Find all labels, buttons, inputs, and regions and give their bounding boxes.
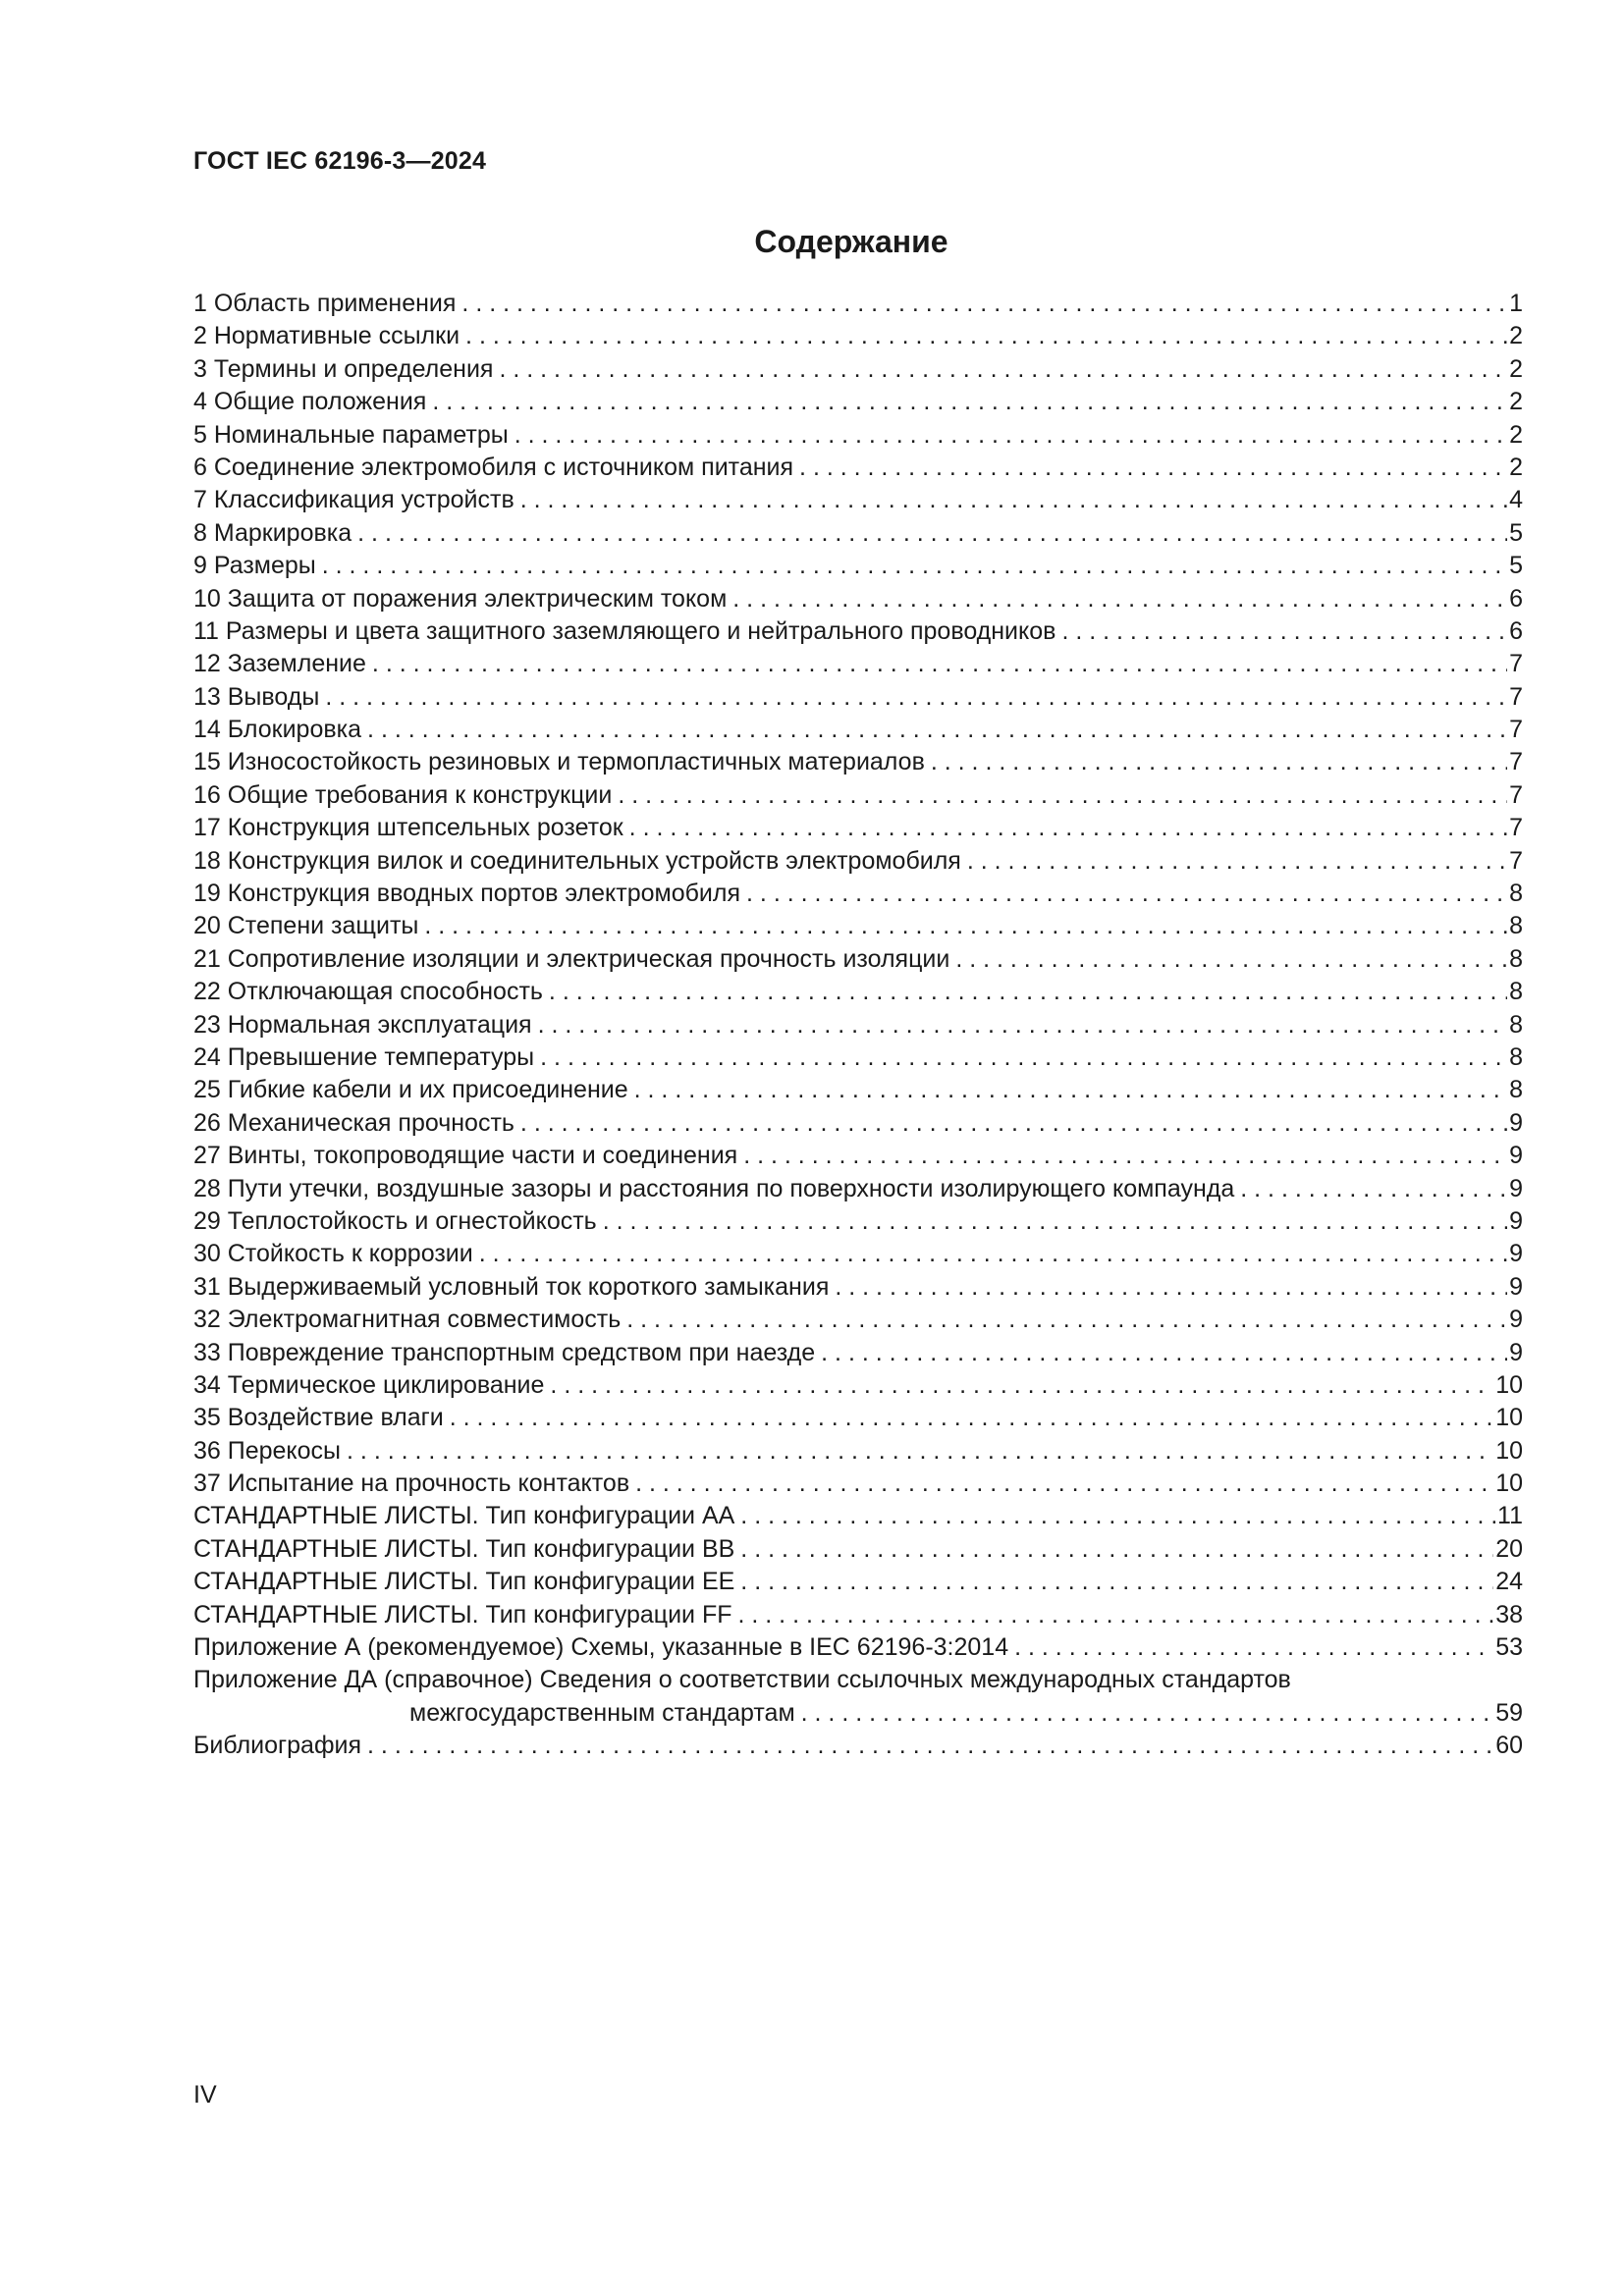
- toc-entry-page: 4: [1509, 486, 1523, 514]
- toc-entry-label: 12 Заземление: [193, 650, 366, 678]
- toc-entry-page: 11: [1497, 1502, 1523, 1530]
- toc-leader-dots: [635, 1468, 1493, 1500]
- toc-leader-dots: [520, 1107, 1507, 1140]
- toc-leader-dots: [520, 484, 1507, 516]
- toc-entry[interactable]: [193, 714, 1523, 746]
- toc-entry[interactable]: [193, 1173, 1523, 1205]
- toc-leader-dots: [799, 452, 1507, 484]
- toc-entry-page: 8: [1509, 944, 1523, 973]
- toc-entry-label: 13 Выводы: [193, 682, 320, 711]
- toc-entry-page: 7: [1509, 748, 1523, 776]
- toc-entry[interactable]: [193, 353, 1523, 386]
- toc-entry[interactable]: [193, 1566, 1523, 1598]
- toc-entry[interactable]: [193, 1337, 1523, 1369]
- toc-entry-page: 6: [1509, 616, 1523, 645]
- toc-entry-page: 53: [1495, 1633, 1523, 1662]
- toc-leader-dots: [538, 1009, 1508, 1041]
- toc-entry[interactable]: [193, 910, 1523, 942]
- toc-entry-label: 24 Превышение температуры: [193, 1042, 535, 1071]
- toc-entry-label: Библиография: [193, 1732, 362, 1760]
- toc-entry-page: 8: [1509, 1076, 1523, 1104]
- toc-entry[interactable]: [193, 746, 1523, 778]
- toc-entry[interactable]: [193, 1205, 1523, 1238]
- toc-leader-dots: [432, 386, 1507, 418]
- toc-leader-dots: [955, 943, 1507, 976]
- toc-entry[interactable]: [193, 517, 1523, 550]
- toc-entry[interactable]: [193, 1402, 1523, 1434]
- toc-leader-dots: [367, 1730, 1493, 1762]
- toc-entry[interactable]: [193, 1271, 1523, 1304]
- toc-entry[interactable]: [193, 386, 1523, 418]
- toc-entry-label: 34 Термическое циклирование: [193, 1370, 545, 1399]
- toc-entry-page: 8: [1509, 1042, 1523, 1071]
- toc-leader-dots: [347, 1435, 1493, 1468]
- toc-entry-label: 36 Перекосы: [193, 1436, 342, 1465]
- toc-entry-page: 7: [1509, 846, 1523, 875]
- toc-entry-page: 10: [1495, 1370, 1523, 1399]
- toc-leader-dots: [550, 1369, 1493, 1402]
- toc-entry-page: 10: [1495, 1436, 1523, 1465]
- toc-leader-dots: [740, 1566, 1493, 1598]
- toc-leader-dots: [931, 746, 1507, 778]
- toc-entry[interactable]: [193, 1369, 1523, 1402]
- toc-leader-dots: [357, 517, 1507, 550]
- toc-leader-dots: [479, 1238, 1507, 1270]
- toc-entry-label: 5 Номинальные параметры: [193, 420, 509, 449]
- toc-entry-label: 35 Воздействие влаги: [193, 1404, 444, 1432]
- toc-entry-label: 11 Размеры и цвета защитного заземляющего и нейтрального проводников: [193, 616, 1056, 645]
- toc-entry[interactable]: [193, 1500, 1523, 1532]
- toc-leader-dots: [967, 845, 1507, 878]
- toc-entry-page: 5: [1509, 518, 1523, 547]
- toc-leader-dots: [424, 910, 1507, 942]
- toc-leader-dots: [821, 1337, 1507, 1369]
- toc-leader-dots: [626, 1304, 1507, 1336]
- toc-entry-label: 18 Конструкция вилок и соединительных устройств электромобиля: [193, 846, 961, 875]
- toc-leader-dots: [367, 714, 1507, 746]
- toc-entry[interactable]: [193, 452, 1523, 484]
- toc-entry-label: 1 Область применения: [193, 290, 457, 317]
- toc-entry-page: 8: [1509, 912, 1523, 940]
- toc-entry[interactable]: [193, 1533, 1523, 1566]
- toc-entry-page: 2: [1509, 453, 1523, 481]
- toc-entry-page: 38: [1495, 1600, 1523, 1629]
- toc-entry-label: СТАНДАРТНЫЕ ЛИСТЫ. Тип конфигурации FF: [193, 1600, 732, 1629]
- toc-entry-label: СТАНДАРТНЫЕ ЛИСТЫ. Тип конфигурации АА: [193, 1502, 735, 1530]
- toc-entry[interactable]: [193, 288, 1523, 320]
- toc-entry-page: 20: [1495, 1534, 1523, 1563]
- toc-entry-label: 7 Классификация устройств: [193, 486, 514, 514]
- toc-leader-dots: [801, 1697, 1494, 1730]
- toc-entry-page: 7: [1509, 716, 1523, 744]
- toc-entry[interactable]: [193, 419, 1523, 452]
- toc-entry-page: 59: [1495, 1698, 1523, 1727]
- toc-entry-page: 60: [1495, 1732, 1523, 1760]
- toc-leader-dots: [514, 419, 1507, 452]
- toc-entry-page: 9: [1509, 1338, 1523, 1366]
- toc-entry-page: 24: [1495, 1568, 1523, 1596]
- toc-entry[interactable]: [193, 484, 1523, 516]
- toc-entry-label: Приложение ДА (справочное) Сведения о соответствии ссылочных международных стандартов: [193, 1666, 1291, 1694]
- toc-entry-label: межгосударственным стандартам: [409, 1698, 795, 1727]
- toc-entry-page: 8: [1509, 978, 1523, 1006]
- page-number: IV: [193, 2081, 217, 2109]
- toc-entry-page: 9: [1509, 1142, 1523, 1170]
- toc-entry-label: 33 Повреждение транспортным средством при наезде: [193, 1338, 816, 1366]
- toc-entry-label: 30 Стойкость к коррозии: [193, 1240, 473, 1268]
- toc-entry-label: 27 Винты, токопроводящие части и соединения: [193, 1142, 738, 1170]
- toc-entry-page: 9: [1509, 1272, 1523, 1301]
- toc-leader-dots: [1014, 1631, 1493, 1664]
- toc-leader-dots: [499, 353, 1507, 386]
- toc-leader-dots: [603, 1205, 1507, 1238]
- toc-entry[interactable]: [193, 1074, 1523, 1106]
- toc-entry-label: 32 Электромагнитная совместимость: [193, 1306, 622, 1334]
- toc-entry[interactable]: [193, 1468, 1523, 1500]
- toc-entry-page: 8: [1509, 880, 1523, 908]
- toc-entry-label: 22 Отключающая способность: [193, 978, 543, 1006]
- toc-leader-dots: [549, 976, 1507, 1008]
- toc-entry[interactable]: [193, 615, 1523, 648]
- toc-leader-dots: [618, 779, 1507, 812]
- toc-entry[interactable]: [193, 1107, 1523, 1140]
- toc-entry-page: 9: [1509, 1108, 1523, 1137]
- toc-entry[interactable]: [193, 845, 1523, 878]
- toc-entry-page: 9: [1509, 1240, 1523, 1268]
- toc-entry-label: 2 Нормативные ссылки: [193, 322, 460, 350]
- document-code: ГОСТ IEC 62196-3—2024: [193, 147, 487, 175]
- toc-entry-page: 7: [1509, 780, 1523, 809]
- toc-entry-label: 14 Блокировка: [193, 716, 362, 744]
- toc-leader-dots: [465, 320, 1507, 352]
- toc-entry[interactable]: [193, 648, 1523, 680]
- toc-entry-page: 2: [1509, 420, 1523, 449]
- toc-entry-label: СТАНДАРТНЫЕ ЛИСТЫ. Тип конфигурации ЕЕ: [193, 1568, 735, 1596]
- toc-leader-dots: [461, 288, 1507, 320]
- toc-entry[interactable]: [193, 583, 1523, 615]
- toc-entry-label: 37 Испытание на прочность контактов: [193, 1469, 630, 1498]
- toc-entry[interactable]: [193, 1238, 1523, 1270]
- toc-entry-page: 7: [1509, 682, 1523, 711]
- toc-entry-label: 21 Сопротивление изоляции и электрическая прочность изоляции: [193, 944, 950, 973]
- toc-entry-page: 8: [1509, 1010, 1523, 1039]
- toc-leader-dots: [740, 1500, 1495, 1532]
- toc-entry[interactable]: [193, 1009, 1523, 1041]
- toc-entry-page: 9: [1509, 1306, 1523, 1334]
- toc-entry-label: 3 Термины и определения: [193, 354, 494, 383]
- toc-entry[interactable]: [193, 1140, 1523, 1172]
- toc-entry-page: 2: [1509, 322, 1523, 350]
- toc-entry[interactable]: [193, 1599, 1523, 1631]
- toc-entry-page: 6: [1509, 584, 1523, 613]
- toc-entry-label: 25 Гибкие кабели и их присоединение: [193, 1076, 628, 1104]
- toc-entry-label: Приложение А (рекомендуемое) Схемы, указанные в IEC 62196-3:2014: [193, 1633, 1009, 1662]
- toc-entry-label: 16 Общие требования к конструкции: [193, 780, 613, 809]
- toc-entry[interactable]: [193, 1631, 1523, 1664]
- table-of-contents: [193, 288, 1523, 1763]
- toc-entry-page: 9: [1509, 1174, 1523, 1202]
- toc-entry-label: 23 Нормальная эксплуатация: [193, 1010, 532, 1039]
- toc-leader-dots: [743, 1140, 1507, 1172]
- toc-entry[interactable]: [193, 878, 1523, 910]
- toc-entry-label: 9 Размеры: [193, 552, 316, 580]
- toc-leader-dots: [732, 583, 1507, 615]
- toc-entry-page: 10: [1495, 1469, 1523, 1498]
- toc-leader-dots: [740, 1533, 1493, 1566]
- toc-entry-label: 28 Пути утечки, воздушные зазоры и расстояния по поверхности изолирующего компаунда: [193, 1174, 1235, 1202]
- toc-entry-page: 2: [1509, 388, 1523, 416]
- toc-leader-dots: [325, 681, 1507, 714]
- toc-entry-page: 2: [1509, 354, 1523, 383]
- toc-entry-label: 6 Соединение электромобиля с источником питания: [193, 453, 794, 481]
- toc-entry-page: 1: [1509, 290, 1523, 317]
- toc-entry[interactable]: [193, 1304, 1523, 1336]
- toc-entry-label: 29 Теплостойкость и огнестойкость: [193, 1206, 597, 1235]
- toc-leader-dots: [322, 550, 1507, 582]
- toc-entry[interactable]: [193, 812, 1523, 844]
- toc-title: Содержание: [754, 224, 948, 259]
- toc-entry-label: 19 Конструкция вводных портов электромобиля: [193, 880, 741, 908]
- toc-leader-dots: [634, 1074, 1507, 1106]
- toc-entry-label: 17 Конструкция штепсельных розеток: [193, 814, 623, 842]
- toc-entry-label: 10 Защита от поражения электрическим током: [193, 584, 728, 613]
- toc-entry[interactable]: [193, 1041, 1523, 1074]
- toc-entry-label: 15 Износостойкость резиновых и термопластичных материалов: [193, 748, 925, 776]
- toc-entry[interactable]: [193, 1664, 1523, 1696]
- toc-entry-label: 31 Выдерживаемый условный ток короткого замыкания: [193, 1272, 830, 1301]
- toc-entry-page: 7: [1509, 814, 1523, 842]
- toc-entry[interactable]: [193, 1730, 1523, 1762]
- toc-entry[interactable]: [193, 550, 1523, 582]
- toc-entry-page: 5: [1509, 552, 1523, 580]
- toc-entry[interactable]: [193, 1435, 1523, 1468]
- toc-leader-dots: [450, 1402, 1493, 1434]
- toc-entry[interactable]: [193, 943, 1523, 976]
- toc-entry[interactable]: [193, 976, 1523, 1008]
- toc-entry-label: 26 Механическая прочность: [193, 1108, 514, 1137]
- toc-leader-dots: [1240, 1173, 1507, 1205]
- toc-entry-label: СТАНДАРТНЫЕ ЛИСТЫ. Тип конфигурации ВВ: [193, 1534, 735, 1563]
- toc-leader-dots: [738, 1599, 1494, 1631]
- toc-entry-page: 7: [1509, 650, 1523, 678]
- toc-entry[interactable]: [193, 681, 1523, 714]
- toc-leader-dots: [746, 878, 1507, 910]
- toc-leader-dots: [372, 648, 1507, 680]
- toc-entry-page: 9: [1509, 1206, 1523, 1235]
- toc-entry-label: 20 Степени защиты: [193, 912, 419, 940]
- toc-entry[interactable]: [193, 779, 1523, 812]
- toc-entry-page: 10: [1495, 1404, 1523, 1432]
- toc-leader-dots: [1061, 615, 1507, 648]
- toc-leader-dots: [835, 1271, 1507, 1304]
- toc-entry-label: 8 Маркировка: [193, 518, 352, 547]
- toc-entry[interactable]: [193, 320, 1523, 352]
- toc-entry-label: 4 Общие положения: [193, 388, 427, 416]
- toc-entry[interactable]: [193, 1697, 1523, 1730]
- toc-leader-dots: [629, 812, 1507, 844]
- toc-leader-dots: [540, 1041, 1507, 1074]
